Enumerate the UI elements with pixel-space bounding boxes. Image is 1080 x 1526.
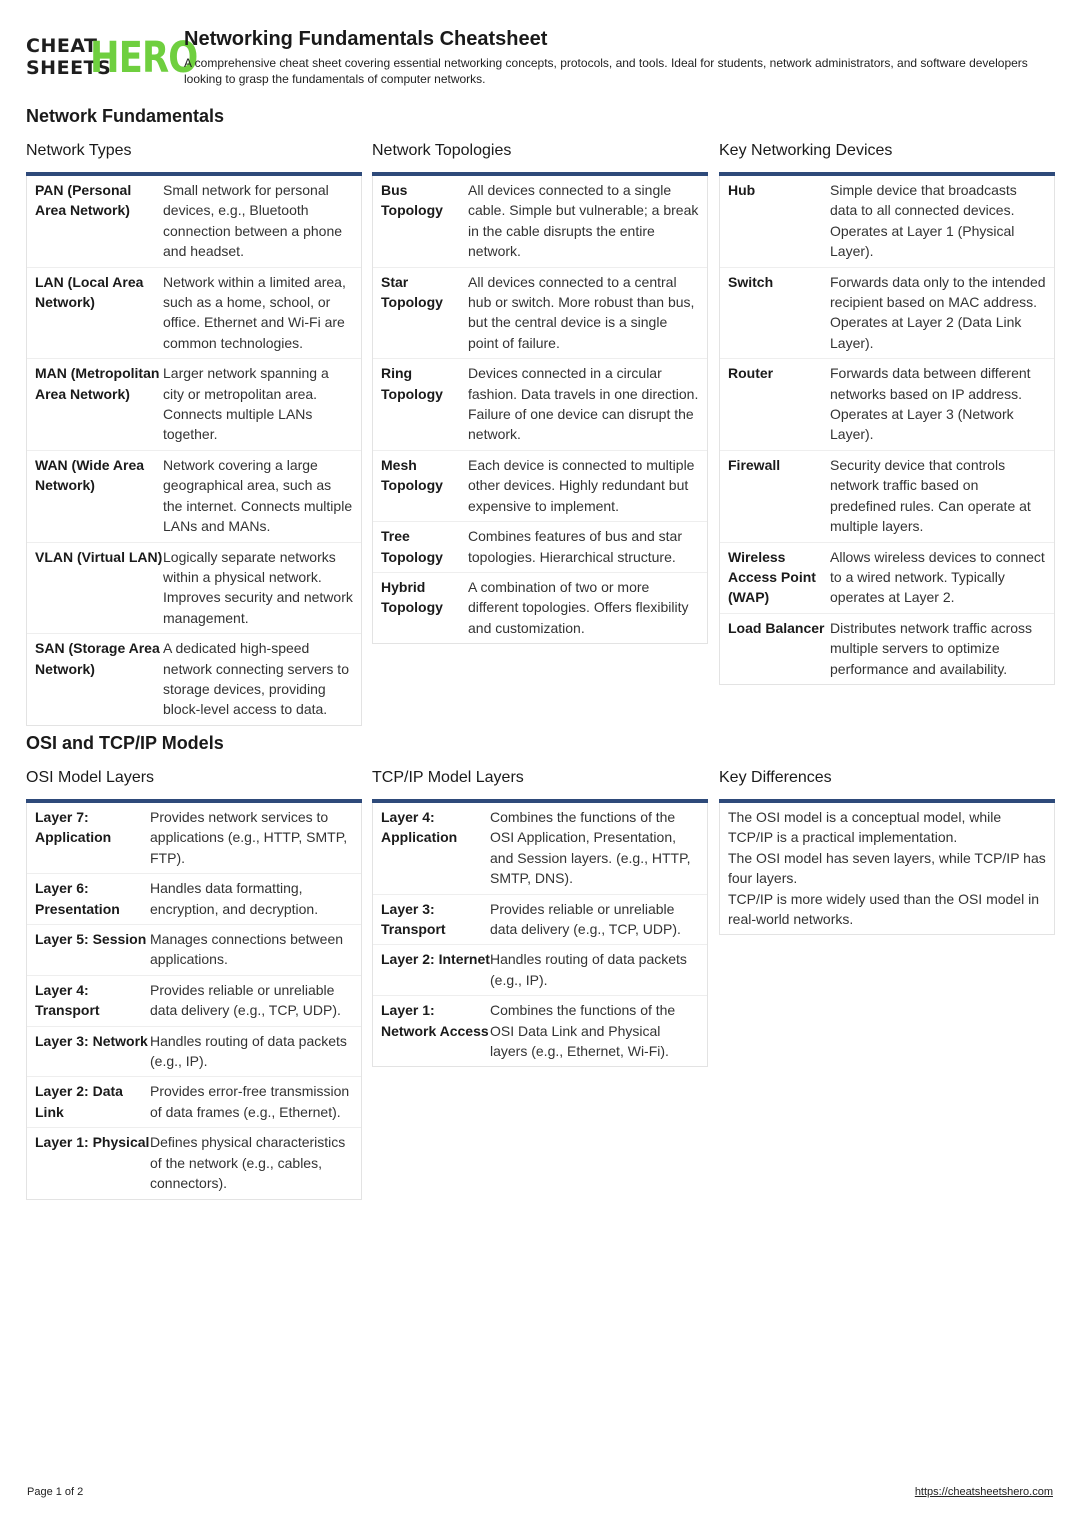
row-term: Layer 5: Session — [35, 931, 147, 948]
row-definition: A dedicated high-speed network connecting servers to storage devices, providing block-level access to data. — [163, 640, 349, 718]
row-definition: A combination of two or more different topologies. Offers flexibility and customization. — [468, 578, 689, 636]
row-definition: All devices connected to a central hub or switch. More robust than bus, but the central device is a single point of failure. — [468, 273, 695, 351]
row-term: Ring Topology — [381, 365, 443, 402]
row-term: Bus Topology — [381, 182, 443, 219]
cheatsheetshero-logo[interactable] — [26, 33, 198, 83]
table-row — [27, 976, 361, 1027]
card-key-networking-devices — [719, 140, 1055, 685]
card-title: Key Differences — [719, 769, 832, 786]
table-row — [27, 1128, 361, 1198]
row-term: Wireless Access Point (WAP) — [728, 548, 816, 606]
row-term: Layer 3: Transport — [381, 900, 446, 938]
row-definition: Distributes network traffic across multiple servers to optimize performance and availability. — [830, 619, 1033, 677]
row-definition: Small network for personal devices, e.g., Bluetooth connection between a phone and headset. — [163, 182, 343, 260]
row-term: Firewall — [728, 456, 781, 473]
table-row — [373, 895, 707, 946]
table-row — [27, 1077, 361, 1128]
table-row — [373, 803, 707, 895]
table-row — [27, 451, 361, 543]
row-term: Layer 2: Internet — [381, 951, 490, 968]
row-definition: Forwards data between different networks based on IP address. Operates at Layer 3 (Network Layer). — [830, 365, 1031, 443]
text-block — [720, 803, 1054, 934]
page-description: A comprehensive cheat sheet covering essential networking concepts, protocols, and tools. Ideal for students, network administrators, and software developers looking to grasp the fundamentals of computer networks. — [184, 56, 1028, 86]
card-title: Network Topologies — [372, 142, 512, 159]
row-term: PAN (Personal Area Network) — [35, 182, 132, 219]
row-definition: Each device is connected to multiple other devices. Highly redundant but expensive to implement. — [468, 456, 695, 514]
table-row — [373, 268, 707, 360]
row-term: Switch — [728, 273, 774, 290]
table-row — [27, 359, 361, 451]
row-definition: Provides error-free transmission of data frames (e.g., Ethernet). — [150, 1083, 350, 1120]
card-body — [26, 176, 362, 726]
row-definition: Logically separate networks within a physical network. Improves security and network management. — [163, 548, 353, 626]
paragraph: TCP/IP is more widely used than the OSI model in real-world networks. — [728, 890, 1039, 928]
row-definition: Handles data formatting, encryption, and decryption. — [150, 880, 319, 917]
row-definition: Provides reliable or unreliable data delivery (e.g., TCP, UDP). — [490, 900, 681, 938]
table-row — [373, 176, 707, 268]
row-definition: Provides network services to applications (e.g., HTTP, SMTP, FTP). — [150, 809, 348, 866]
row-definition: Simple device that broadcasts data to all connected devices. Operates at Layer 1 (Physical Layer). — [830, 182, 1017, 260]
footer-url-link[interactable]: https://cheatsheetshero.com — [914, 1486, 1053, 1498]
table-row — [720, 451, 1054, 543]
card-network-types — [26, 140, 362, 726]
table-row — [27, 176, 361, 268]
table-row — [27, 803, 361, 874]
row-term: Layer 4: Transport — [35, 981, 100, 1019]
row-term: Layer 2: Data Link — [35, 1083, 123, 1120]
row-term: Load Balancer — [728, 619, 825, 636]
row-definition: Security device that controls network traffic based on predefined rules. Can operate at multiple layers. — [830, 456, 1031, 535]
row-term: Hub — [728, 182, 756, 198]
card-body — [719, 176, 1055, 685]
row-term: Layer 6: Presentation — [35, 880, 120, 917]
row-term: LAN (Local Area Network) — [35, 273, 144, 311]
table-row — [720, 359, 1054, 451]
card-body — [719, 803, 1055, 935]
row-definition: Devices connected in a circular fashion. Data travels in one direction. Failure of one device can disrupt the network. — [468, 365, 699, 443]
card-osi-model-layers — [26, 767, 362, 1200]
row-term: Hybrid Topology — [381, 578, 443, 616]
page-title: Networking Fundamentals Cheatsheet — [184, 28, 548, 50]
paragraph: The OSI model is a conceptual model, while TCP/IP is a practical implementation. — [728, 809, 1002, 846]
table-row — [720, 268, 1054, 360]
row-definition: Combines the functions of the OSI Data Link and Physical layers (e.g., Ethernet, Wi-Fi). — [490, 1002, 676, 1060]
row-term: MAN (Metropolitan Area Network) — [35, 365, 160, 402]
row-definition: Defines physical characteristics of the network (e.g., cables, connectors). — [150, 1134, 346, 1192]
row-term: VLAN (Virtual LAN) — [35, 548, 163, 565]
section-title-osi-tcpip-models: OSI and TCP/IP Models — [26, 733, 224, 753]
table-row — [373, 359, 707, 451]
table-row — [373, 451, 707, 522]
paragraph: The OSI model has seven layers, while TCP/IP has four layers. — [728, 849, 1046, 887]
card-body — [26, 803, 362, 1200]
row-definition: Combines features of bus and star topologies. Hierarchical structure. — [468, 528, 683, 565]
row-term: WAN (Wide Area Network) — [35, 456, 145, 494]
table-row — [720, 543, 1054, 614]
row-term: SAN (Storage Area Network) — [35, 640, 160, 677]
card-title: Key Networking Devices — [719, 142, 893, 159]
card-key-differences — [719, 767, 1055, 935]
logo-text-hero: HERO — [90, 33, 198, 83]
table-row — [27, 925, 361, 976]
row-definition: Forwards data only to the intended recipient based on MAC address. Operates at Layer 2 (Data Link Layer). — [830, 273, 1046, 351]
card-title: OSI Model Layers — [26, 769, 155, 786]
row-term: Star Topology — [381, 273, 443, 311]
row-term: Layer 1: Physical — [35, 1134, 150, 1151]
card-body — [372, 176, 708, 644]
table-row — [27, 268, 361, 360]
row-definition: Allows wireless devices to connect to a wired network. Typically operates at Layer 2. — [830, 548, 1045, 606]
row-term: Layer 4: Application — [381, 809, 458, 846]
page-number: Page 1 of 2 — [27, 1486, 84, 1498]
logo-text-sheets: SHEETS — [26, 57, 112, 79]
card-title: TCP/IP Model Layers — [372, 769, 524, 786]
table-row — [720, 176, 1054, 268]
row-definition: Combines the functions of the OSI Application, Presentation, and Session layers. (e.g., HTTP, SMTP, DNS). — [490, 809, 691, 887]
row-definition: Manages connections between applications. — [150, 931, 344, 968]
section-title-network-fundamentals: Network Fundamentals — [26, 106, 225, 126]
table-row — [27, 543, 361, 635]
row-term: Layer 7: Application — [35, 809, 112, 846]
card-title: Network Types — [26, 142, 132, 159]
table-row — [27, 1027, 361, 1078]
table-row — [373, 996, 707, 1066]
row-term: Layer 3: Network — [35, 1032, 148, 1049]
logo-text-cheat: CHEAT — [26, 35, 98, 57]
table-row — [373, 945, 707, 996]
row-definition: Larger network spanning a city or metropolitan area. Connects multiple LANs together. — [163, 365, 329, 443]
row-definition: Network covering a large geographical area, such as the internet. Connects multiple LANs and MANs. — [163, 456, 353, 535]
table-row — [27, 874, 361, 925]
row-term: Router — [728, 365, 774, 382]
card-tcpip-model-layers — [372, 767, 708, 1067]
row-definition: Network within a limited area, such as a home, school, or office. Ethernet and Wi-Fi are common technologies. — [163, 273, 346, 351]
table-row — [720, 614, 1054, 684]
table-row — [373, 522, 707, 573]
table-row — [27, 634, 361, 725]
card-body — [372, 803, 708, 1067]
row-term: Layer 1: Network Access — [381, 1002, 489, 1039]
row-definition: Provides reliable or unreliable data delivery (e.g., TCP, UDP). — [150, 981, 341, 1019]
row-definition: Handles routing of data packets (e.g., IP). — [490, 951, 687, 988]
page-header — [26, 28, 1056, 92]
card-network-topologies — [372, 140, 708, 644]
row-term: Mesh Topology — [381, 456, 443, 494]
row-definition: Handles routing of data packets (e.g., IP). — [150, 1032, 347, 1070]
row-definition: All devices connected to a single cable. Simple but vulnerable; a break in the cable disrupts the entire network. — [468, 182, 699, 260]
row-term: Tree Topology — [381, 528, 443, 565]
table-row — [373, 573, 707, 643]
